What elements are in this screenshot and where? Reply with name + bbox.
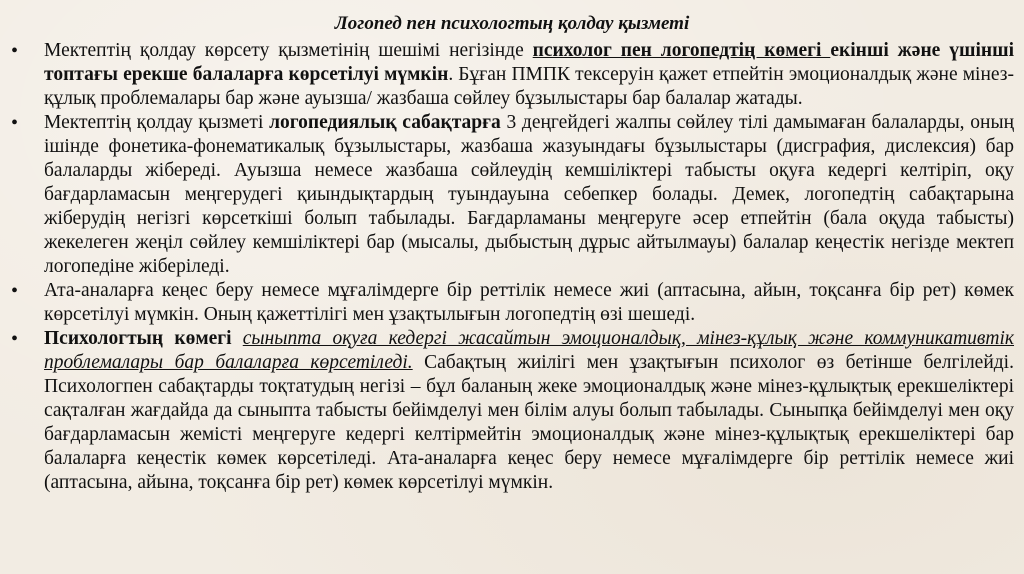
text-segment: 3 деңгейдегі жалпы сөйлеу тілі дамымаған балаларды, оның ішінде фонетика-фонематикалық бұзылыстары, жазбаша жазуындағы бұзылыстары (дисграфия, дислексия) бар балаларды жібереді. Ауызша немесе жазбаша сөйлеудің кемшіліктері табысты оқуға кедергі келтіріп, оқу бағдарламасын меңгерудегі қиындықтардың туындауына себепкер болады. Демек, логопедтің сабақтарына жіберудің негізгі көрсеткіші болып табылады. Бағдарламаны меңгеруге әсер етпейтін (бала оқуда табысты) жекелеген жеңіл сөйлеу кемшіліктері бар (мысалы, дыбыстың дұрыс айтылмауы) балалар кеңестік негізде мектеп логопедіне жіберіледі. bbox=[44, 112, 1015, 277]
bullet-icon: • bbox=[11, 40, 19, 62]
bullet-text-2 bbox=[44, 111, 1014, 279]
bullet-icon: • bbox=[11, 328, 19, 350]
text-segment: Сабақтың жиілігі мен ұзақтығын психолог өз бетінше белгілейді. Психологпен сабақтарды тоқтатудың негізі – бұл баланың жеке эмоционалдық және мінез-құлықтық ерекшеліктері сақталған жағдайда да сыныпта табысты бейімделуі мен білім алуы болып табылады. Сыныпқа бейімделуі мен оқу бағдарламасын жемісті меңгеруге кедергі келтірмейтін эмоционалдық және мінез-құлықтық ерекшеліктері бар балаларға кеңестік көмек көрсетіледі. Ата-аналарға кеңес беру немесе мұғалімдерге бір реттілік немесе жиі (аптасына, айына, тоқсанға бір рет) көмек көрсетілуі мүмкін. bbox=[44, 352, 1014, 493]
bullet-list bbox=[0, 39, 1024, 495]
bullet-item-4 bbox=[0, 327, 1024, 495]
text-bold: Психологтың көмегі bbox=[44, 328, 232, 349]
bullet-item-3 bbox=[0, 279, 1024, 327]
text-italic-underline: сыныпта оқуға кедергі жасайтын эмоционалдық, мінез-құлық және коммуникативтік проблемалары бар балаларға көрсетіледі. bbox=[44, 328, 1015, 373]
bullet-item-2 bbox=[0, 111, 1024, 279]
text-segment: Мектептің қолдау көрсету қызметінің шешімі негізінде bbox=[44, 40, 533, 61]
text-bold-underline: психолог пен логопедтің көмегі bbox=[532, 40, 831, 61]
bullet-text-3 bbox=[44, 279, 1014, 327]
text-segment: Ата-аналарға кеңес беру немесе мұғалімдерге бір реттілік немесе жиі (аптасына, айын, тоқсанға бір рет) көмек көрсетілуі мүмкін. Оның қажеттілігі мен ұзақтылығын логопедтің өзі шешеді. bbox=[44, 280, 1014, 325]
bullet-icon: • bbox=[11, 112, 19, 134]
bullet-text-4 bbox=[44, 327, 1014, 495]
text-segment: . Бұған ПМПК тексеруін қажет етпейтін эмоционалдық және мінез- құлық проблемалары бар және ауызша/ жазбаша сөйлеу бұзылыстары бар балалар жатады. bbox=[44, 64, 1014, 109]
bullet-text-1 bbox=[44, 39, 1014, 111]
text-segment bbox=[232, 328, 243, 349]
slide-title: Логопед пен психологтың қолдау қызметі bbox=[334, 13, 690, 34]
text-bold: екінші және үшінші топтағы ерекше балаларға көрсетілуі мүмкін bbox=[44, 40, 1014, 85]
bullet-icon: • bbox=[11, 280, 19, 302]
text-bold: логопедиялық сабақтарға bbox=[269, 112, 501, 133]
text-segment: Мектептің қолдау қызметі bbox=[44, 112, 270, 133]
bullet-item-1 bbox=[0, 39, 1024, 111]
